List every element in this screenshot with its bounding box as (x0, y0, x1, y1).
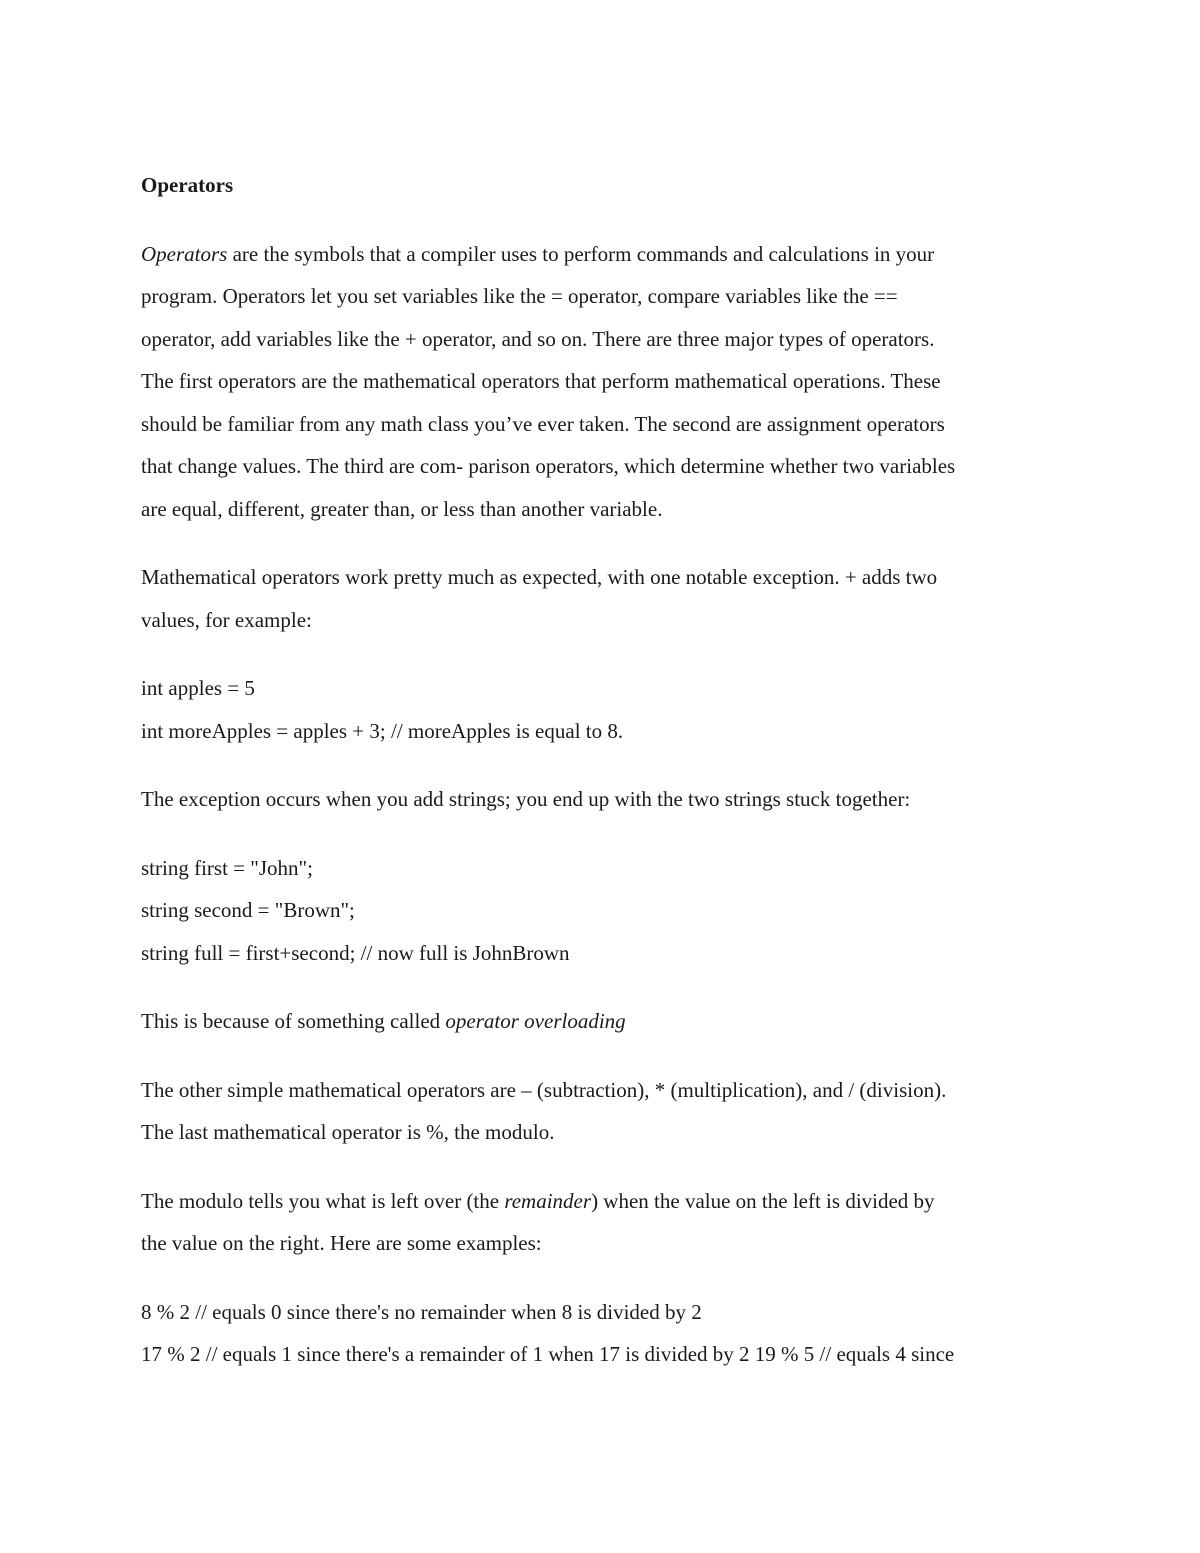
example-line: 8 % 2 // equals 0 since there's no remainder when 8 is divided by 2 (141, 1299, 702, 1324)
code-line: string first = "John"; (141, 855, 313, 880)
overloading-term: operator overloading (445, 1009, 626, 1033)
code-line: int moreApples = apples + 3; // moreApples is equal to 8. (141, 718, 624, 743)
modulo-line-2: the value on the right. Here are some examples: (141, 1231, 542, 1255)
other-ops-line-1: The other simple mathematical operators are – (subtraction), * (multiplication), and / (division). (141, 1077, 947, 1102)
modulo-line-1 (141, 1180, 1071, 1223)
example-line: 17 % 2 // equals 1 since there's a remainder of 1 when 17 is divided by 2 19 % 5 // equals 4 since (141, 1342, 955, 1366)
modulo-term: remainder (504, 1188, 592, 1213)
intro-lead-term: Operators (141, 241, 228, 266)
intro-line-1-text: are the symbols that a compiler uses to perform commands and calculations in your (227, 241, 935, 266)
math-intro-line-2: values, for example: (141, 607, 312, 632)
intro-line-6: that change values. The third are com- parison operators, which determine whether two variables (141, 454, 956, 478)
overloading-text: This is because of something called (141, 1009, 446, 1033)
code-line: string full = first+second; // now full is JohnBrown (141, 940, 570, 965)
math-intro-line-1: Mathematical operators work pretty much as expected, with one notable exception. + adds two (141, 565, 938, 589)
code-block-apples (141, 667, 1071, 752)
intro-line-3: operator, add variables like the + operator, and so on. There are three major types of operators. (141, 326, 935, 351)
code-block-examples (141, 1291, 1071, 1376)
code-block-strings (141, 847, 1071, 975)
exception-paragraph (141, 778, 1071, 821)
other-ops-line-2: The last mathematical operator is %, the modulo. (141, 1120, 555, 1144)
intro-paragraph (141, 233, 1071, 531)
intro-line-1 (141, 233, 1071, 276)
code-line: int apples = 5 (141, 676, 255, 700)
document-body (141, 164, 1071, 1402)
exception-line: The exception occurs when you add strings; you end up with the two strings stuck together: (141, 787, 911, 811)
overloading-line (141, 1000, 1071, 1043)
other-ops-paragraph (141, 1069, 1071, 1154)
modulo-line-1-after: ) when the value on the left is divided by (591, 1188, 935, 1213)
overloading-paragraph (141, 1000, 1071, 1043)
intro-line-7: are equal, different, greater than, or less than another variable. (141, 496, 663, 521)
section-heading: Operators (141, 173, 234, 197)
modulo-line-1-before: The modulo tells you what is left over (the (141, 1188, 505, 1213)
intro-line-5: should be familiar from any math class you’ve ever taken. The second are assignment operators (141, 411, 945, 436)
modulo-paragraph (141, 1180, 1071, 1265)
intro-line-2: program. Operators let you set variables like the = operator, compare variables like the == (141, 284, 898, 308)
code-line: string second = "Brown"; (141, 898, 355, 922)
math-intro-paragraph (141, 556, 1071, 641)
intro-line-4: The first operators are the mathematical operators that perform mathematical operations. These (141, 369, 941, 393)
